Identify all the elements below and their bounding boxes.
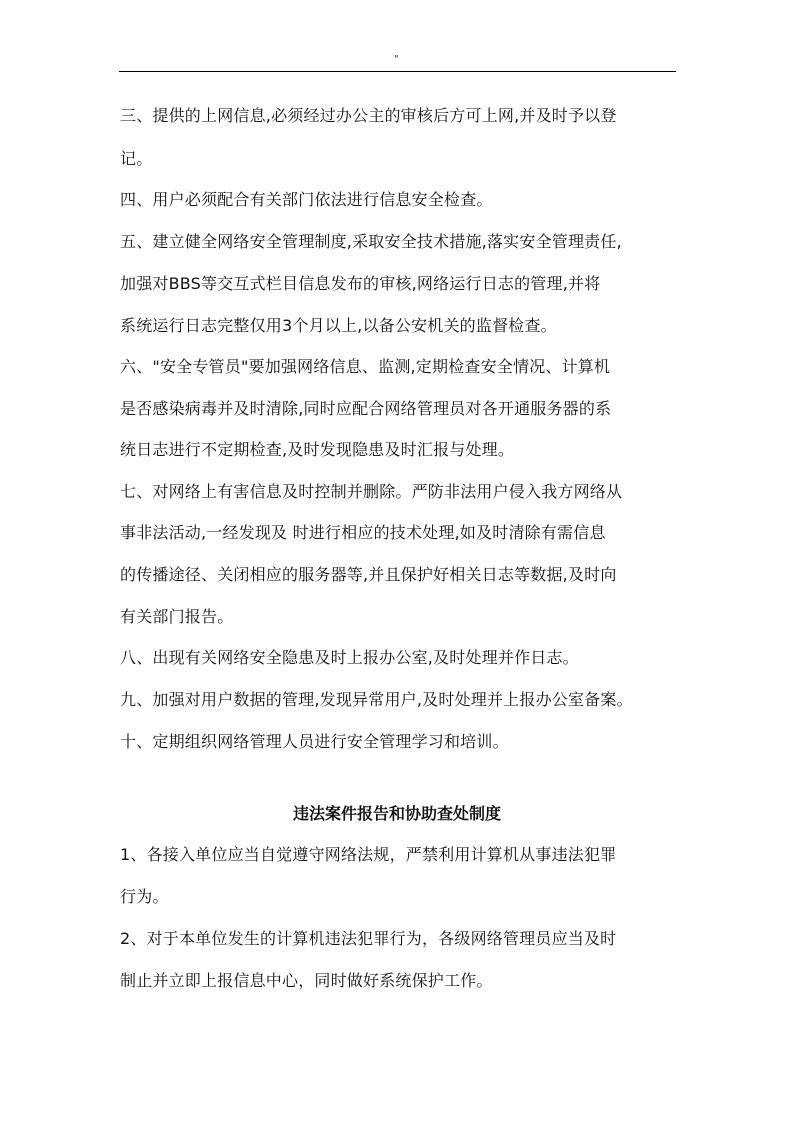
paragraph-line: 记。 xyxy=(120,149,153,168)
paragraph-line: 九、加强对用户数据的管理,发现异常用户,及时处理并上报办公室备案。 xyxy=(120,690,633,709)
paragraph-line: 加强对BBS等交互式栏目信息发布的审核,网络运行日志的管理,并将 xyxy=(120,274,601,293)
paragraph-line: 五、建立健全网络安全管理制度,采取安全技术措施,落实安全管理责任, xyxy=(120,232,622,251)
paragraph-line: 系统运行日志完整仅用3个月以上,以备公安机关的监督检查。 xyxy=(120,316,557,335)
paragraph-line: 六、"安全专管员"要加强网络信息、监测,定期检查安全情况、计算机 xyxy=(120,357,611,376)
paragraph-line: 三、提供的上网信息,必须经过办公主的审核后方可上网,并及时予以登 xyxy=(120,106,617,125)
section-paragraph-line: 2、对于本单位发生的计算机违法犯罪行为，各级网络管理员应当及时 xyxy=(120,929,617,948)
paragraph-line: 的传播途径、关闭相应的服务器等,并且保护好相关日志等数据,及时向 xyxy=(120,565,617,584)
paragraph-line: 四、用户必须配合有关部门依法进行信息安全检查。 xyxy=(120,190,493,209)
paragraph-line: 统日志进行不定期检查,及时发现隐患及时汇报与处理。 xyxy=(120,440,515,459)
section-title: 违法案件报告和协助查处制度 xyxy=(292,804,501,823)
section-paragraph-line: 1、各接入单位应当自觉遵守网络法规，严禁利用计算机从事违法犯罪 xyxy=(120,845,617,864)
paragraph-line: 事非法活动,一经发现及 时进行相应的技术处理,如及时清除有需信息 xyxy=(120,523,606,542)
section-paragraph-line: 行为。 xyxy=(120,887,169,906)
paragraph-line: 八、出现有关网络安全隐患及时上报办公室,及时处理并作日志。 xyxy=(120,648,579,667)
section-paragraph-line: 制止并立即上报信息中心，同时做好系统保护工作。 xyxy=(120,971,493,990)
header-mark: " xyxy=(394,54,399,65)
paragraph-line: 是否感染病毒并及时清除,同时应配合网络管理员对各开通服务器的系 xyxy=(120,399,612,418)
paragraph-line: 七、对网络上有害信息及时控制并删除。严防非法用户侵入我方网络从 xyxy=(120,482,623,501)
paragraph-line: 有关部门报告。 xyxy=(120,607,234,626)
paragraph-line: 十、定期组织网络管理人员进行安全管理学习和培训。 xyxy=(120,732,509,751)
header-rule xyxy=(119,71,676,72)
